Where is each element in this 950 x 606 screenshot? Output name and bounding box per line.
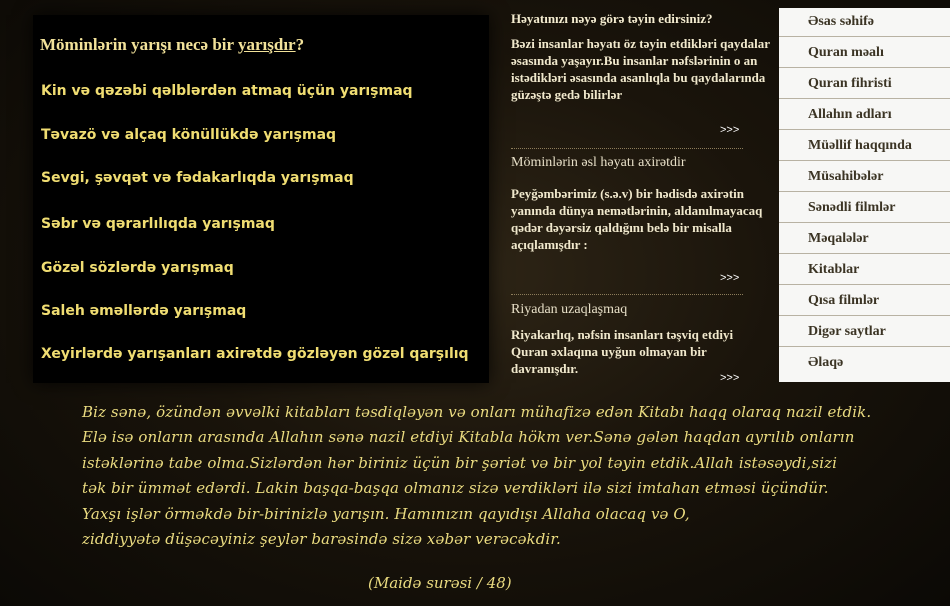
nav-item-label: Qısa filmlər <box>808 293 880 308</box>
nav-item-books[interactable] <box>779 256 950 285</box>
nav-item-label: Əsas səhifə <box>808 14 874 29</box>
left-item-link[interactable]: Kin və qəzəbi qəlblərdən atmaq üçün yarışmaq <box>41 83 413 99</box>
articles-panel <box>501 8 776 393</box>
verse-line: istəklərinə tabe olma.Sizlərdən hər biriniz üçün bir şəriət və bir yol təyin etdik.Allah istəsəydi,sizi <box>82 453 838 472</box>
read-more-link[interactable]: >>> <box>720 372 740 384</box>
nav-item-interviews[interactable] <box>779 163 950 192</box>
left-item-link[interactable]: Gözəl sözlərdə yarışmaq <box>41 260 234 276</box>
title-underlined-word: yarışdır <box>238 35 296 54</box>
article-excerpt: Riyakarlıq, nəfsin insanları təşviq etdiyi Quran əxlaqına uyğun olmayan bir davranışdır. <box>511 327 734 376</box>
left-content-panel <box>33 15 489 383</box>
nav-item-label: Məqalələr <box>808 231 869 246</box>
read-more-link[interactable]: >>> <box>720 124 740 136</box>
article-excerpt: Bəzi insanlar həyatı öz təyin etdikləri qaydalar əsasında yaşayır.Bu insanlar nəfslərinin o an istədikləri əsasında asanlıqla bu qaydalarında güzəştə gedə bilirlər <box>511 36 770 102</box>
nav-item-label: Müəllif haqqında <box>808 138 912 153</box>
left-item-link[interactable]: Sevgi, şəvqət və fədakarlıqda yarışmaq <box>41 170 354 186</box>
article-divider <box>511 148 743 149</box>
left-item-link[interactable]: Səbr və qərarlılıqda yarışmaq <box>41 216 275 232</box>
title-question-mark: ? <box>295 35 305 54</box>
left-item-link[interactable]: Saleh əməllərdə yarışmaq <box>41 303 247 319</box>
nav-item-quran-meal[interactable] <box>779 39 950 68</box>
article-divider <box>511 294 743 295</box>
nav-item-contact[interactable] <box>779 349 950 382</box>
quran-verse <box>82 400 912 552</box>
nav-item-label: Sənədli filmlər <box>808 200 896 215</box>
nav-item-names-of-allah[interactable] <box>779 101 950 130</box>
nav-item-about-author[interactable] <box>779 132 950 161</box>
title-text: Möminlərin yarışı necə bir <box>40 35 238 54</box>
nav-item-label: Quran məalı <box>808 45 884 60</box>
left-item-link[interactable]: Təvazö və alçaq könüllükdə yarışmaq <box>41 127 337 143</box>
verse-source: (Maidə surəsi / 48) <box>368 574 512 592</box>
nav-item-documentaries[interactable] <box>779 194 950 223</box>
nav-item-home[interactable] <box>779 8 950 37</box>
verse-line: ziddiyyətə düşəcəyiniz şeylər barəsində sizə xəbər verəcəkdir. <box>82 530 561 549</box>
article-heading[interactable]: Möminlərin əsl həyatı axirətdir <box>511 155 686 170</box>
nav-item-label: Allahın adları <box>808 107 892 122</box>
nav-item-other-sites[interactable] <box>779 318 950 347</box>
nav-item-label: Müsahibələr <box>808 169 884 184</box>
article-heading[interactable]: Riyadan uzaqlaşmaq <box>511 302 628 317</box>
read-more-link[interactable]: >>> <box>720 272 740 284</box>
nav-item-label: Əlaqə <box>808 355 844 370</box>
article-excerpt: Peyğəmbərimiz (s.ə.v) bir hədisdə axirətin yanında dünya nemətlərinin, aldanılmayacaq qədər dəyərsiz qaldığını belə bir misalla açıqlamışdır : <box>511 186 763 252</box>
article-heading[interactable]: Həyatınızı nəyə görə təyin edirsiniz? <box>511 11 713 26</box>
verse-line: Yaxşı işlər örməkdə bir-birinizlə yarışın. Hamınızın qayıdışı Allaha olacaq və O, <box>82 504 690 523</box>
left-item-link[interactable]: Xeyirlərdə yarışanları axirətdə gözləyən gözəl qarşılıq <box>41 346 469 362</box>
nav-item-label: Kitablar <box>808 262 860 277</box>
verse-line: Elə isə onların arasında Allahın sənə nazil etdiyi Kitabla hökm ver.Sənə gələn haqdan ayrılıb onların <box>82 428 855 447</box>
nav-item-label: Quran fihristi <box>808 76 892 91</box>
nav-menu <box>779 8 950 382</box>
nav-item-short-films[interactable] <box>779 287 950 316</box>
left-panel-title <box>40 35 304 55</box>
verse-line: Biz sənə, özündən əvvəlki kitabları təsdiqləyən və onları mühafizə edən Kitabı haqq olaraq nazil etdik. <box>82 403 872 421</box>
nav-item-articles[interactable] <box>779 225 950 254</box>
nav-item-quran-index[interactable] <box>779 70 950 99</box>
verse-line: tək bir ümmət edərdi. Lakin başqa-başqa olmanız sizə verdikləri ilə sizi imtahan etməsi üçündür. <box>82 479 829 498</box>
nav-item-label: Digər saytlar <box>808 324 886 339</box>
